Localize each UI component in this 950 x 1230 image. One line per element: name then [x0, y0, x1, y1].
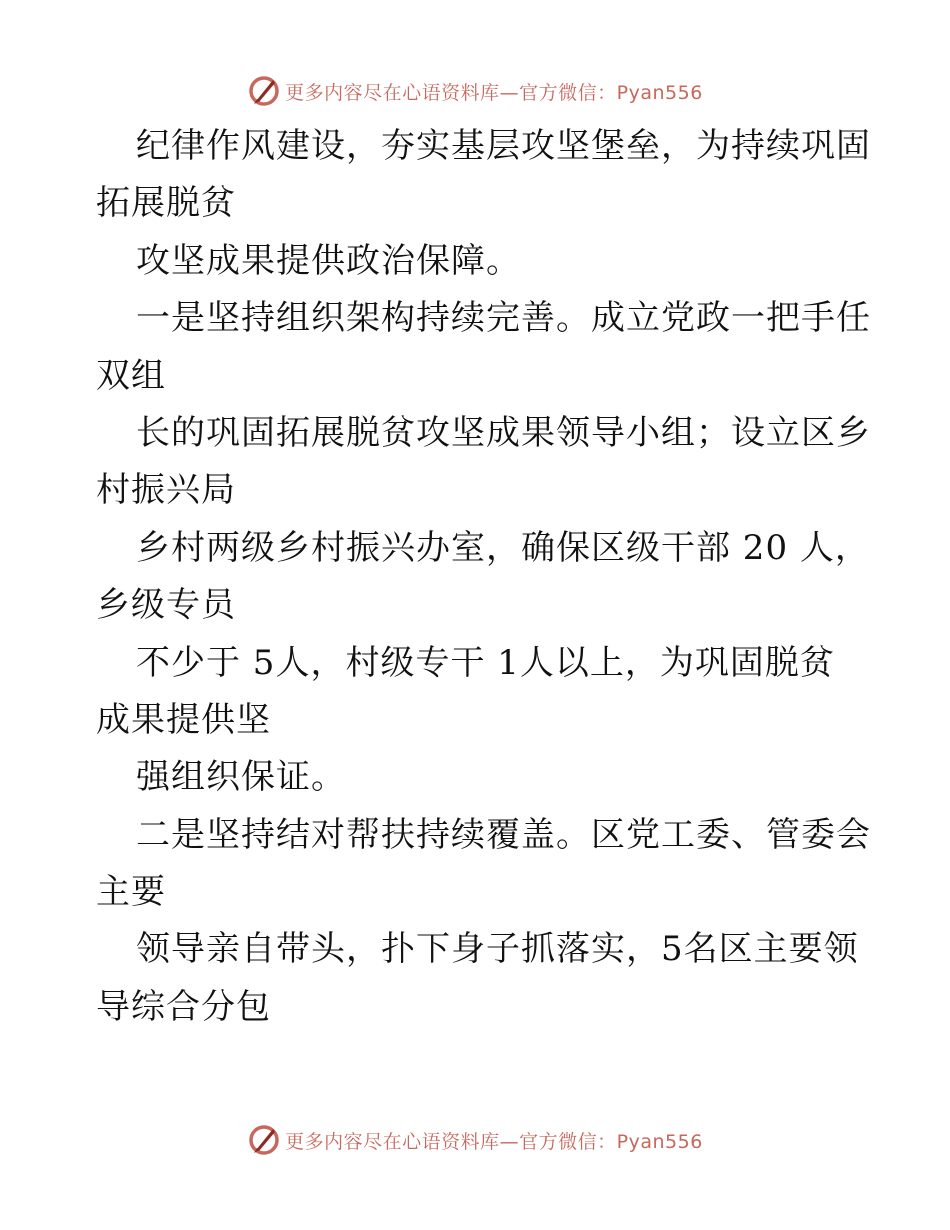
watermark-text: 更多内容尽在心语资料库—官方微信：Pyan556	[285, 81, 703, 104]
body-line: 村振兴局	[96, 470, 236, 511]
header-watermark	[0, 71, 950, 111]
document-body	[96, 118, 871, 1036]
footer-watermark	[0, 1120, 950, 1160]
quill-pen-circle-icon	[247, 74, 281, 108]
body-line: 长的巩固拓展脱贫攻坚成果领导小组；设立区乡	[136, 412, 871, 453]
body-line: 导综合分包	[96, 986, 271, 1027]
body-line: 乡级专员	[96, 585, 236, 626]
body-line: 乡村两级乡村振兴办室，确保区级干部 20 人，	[136, 527, 870, 568]
body-line: 攻坚成果提供政治保障。	[136, 240, 521, 281]
body-line: 纪律作风建设，夯实基层攻坚堡垒，为持续巩固	[136, 126, 871, 166]
body-line: 双组	[96, 355, 166, 396]
body-line: 二是坚持结对帮扶持续覆盖。区党工委、管委会	[136, 814, 871, 855]
quill-pen-circle-icon	[247, 1123, 281, 1157]
body-line: 领导亲自带头，扑下身子抓落实，5名区主要领	[136, 929, 859, 970]
body-line: 强组织保证。	[136, 757, 346, 798]
watermark-text: 更多内容尽在心语资料库—官方微信：Pyan556	[285, 1130, 703, 1153]
body-line: 不少于 5人，村级专干 1人以上，为巩固脱贫	[136, 642, 835, 683]
body-line: 成果提供坚	[96, 699, 271, 740]
body-line: 拓展脱贫	[96, 183, 236, 224]
body-line: 一是坚持组织架构持续完善。成立党政一把手任	[136, 298, 871, 339]
body-line: 主要	[96, 872, 166, 913]
